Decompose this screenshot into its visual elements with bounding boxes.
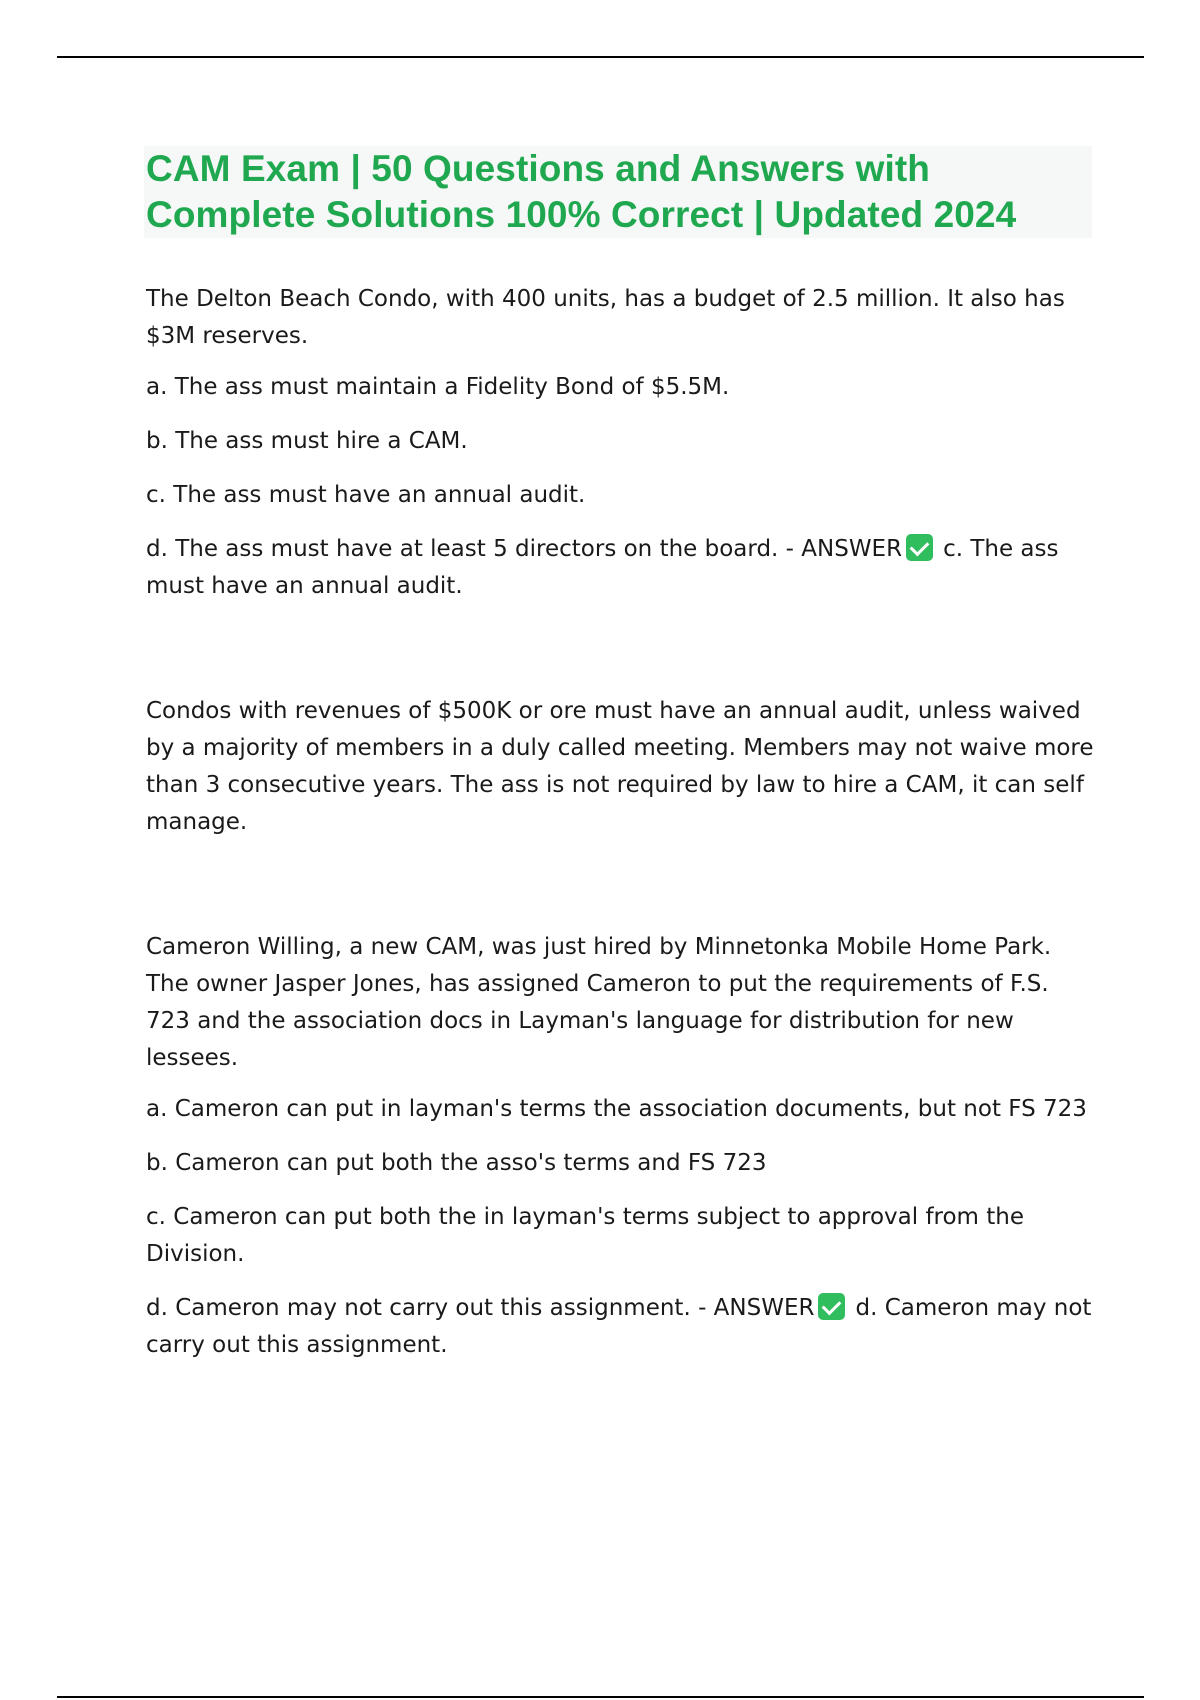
top-rule [57,56,1144,58]
title-line-1: CAM Exam | 50 Questions and Answers with [146,148,930,189]
title-line-2: Complete Solutions 100% Correct | Updated 2024 [146,194,1017,235]
option-d-with-answer [146,1290,1096,1364]
option-c: c. Cameron can put both the in layman's terms subject to approval from the Division. [146,1204,1025,1267]
option-b: b. Cameron can put both the asso's terms and FS 723 [146,1150,767,1176]
title-banner [144,146,1092,238]
option-d-with-answer [146,531,1096,605]
bottom-rule [57,1696,1144,1698]
question-stem: Cameron Willing, a new CAM, was just hired by Minnetonka Mobile Home Park. The owner Jasper Jones, has assigned Cameron to put the requirements of F.S. 723 and the association docs in Layman's language for distribution for new lessees. [146,934,1052,1071]
option-d: d. The ass must have at least 5 directors on the board. - ANSWER [146,536,903,562]
option-a: a. The ass must maintain a Fidelity Bond of $5.5M. [146,374,730,400]
option-c: c. The ass must have an annual audit. [146,482,586,508]
question-1 [146,281,1096,841]
option-d: d. Cameron may not carry out this assignment. - ANSWER [146,1295,815,1321]
question-2 [146,929,1096,1364]
check-mark-icon [818,1293,845,1320]
answer-text: c. The ass must have an annual audit. [146,536,1059,599]
option-b: b. The ass must hire a CAM. [146,428,468,454]
answer-text: d. Cameron may not carry out this assignment. [146,1295,1092,1358]
option-a: a. Cameron can put in layman's terms the association documents, but not FS 723 [146,1096,1087,1122]
document-title [146,146,1092,238]
check-mark-icon [906,534,933,561]
question-stem: The Delton Beach Condo, with 400 units, has a budget of 2.5 million. It also has $3M reserves. [146,286,1065,349]
answer-explanation: Condos with revenues of $500K or ore must have an annual audit, unless waived by a majority of members in a duly called meeting. Members may not waive more than 3 consecutive years. The ass is not required by law to hire a CAM, it can self manage. [146,698,1094,835]
document-body [146,281,1096,1364]
